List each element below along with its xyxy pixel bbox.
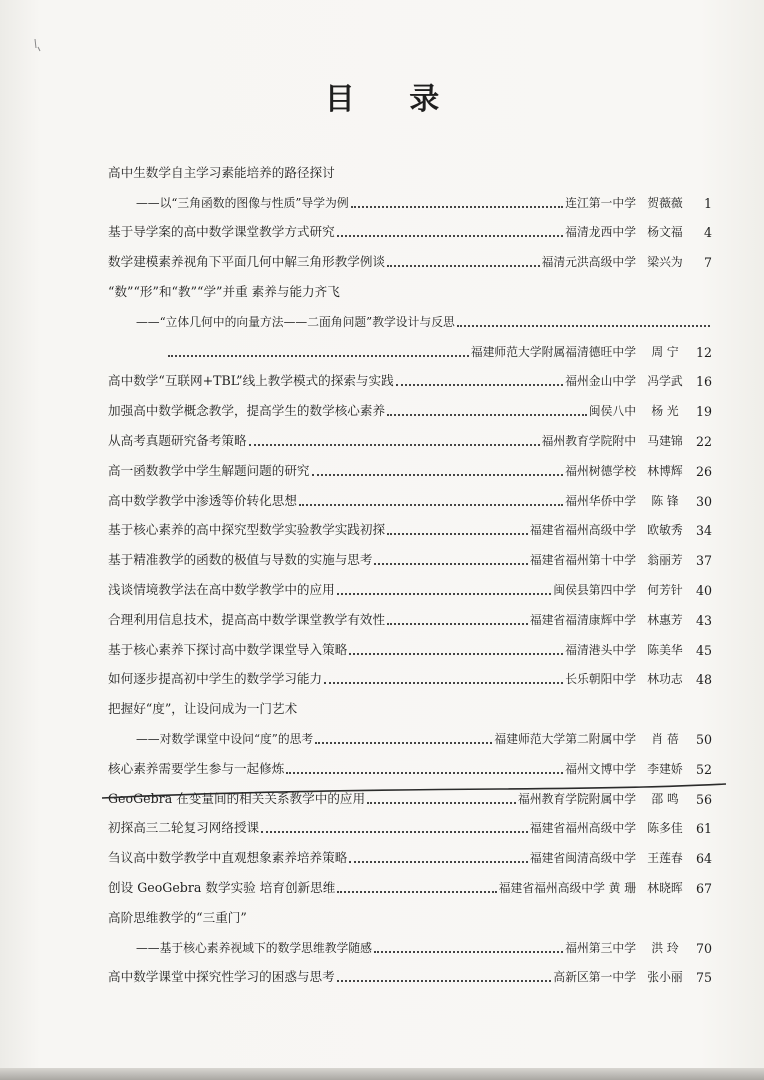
toc-entry-author: 杨文福 <box>647 225 683 240</box>
toc-entry-page: 45 <box>695 642 712 658</box>
toc-entry <box>108 538 712 568</box>
toc-entry-institution: 福建省闽清高级中学 <box>529 851 636 866</box>
toc-entry-title: 创设 GeoGebra 数学实验 培育创新思维 <box>108 879 336 895</box>
toc-entry <box>108 419 712 449</box>
toc-entry <box>108 717 712 747</box>
toc-entry-page: 52 <box>695 761 712 777</box>
toc-entry-institution: 高新区第一中学 <box>553 970 636 985</box>
toc-entry-title: 高中生数学自主学习素能培养的路径探讨 <box>108 164 335 180</box>
toc-entry-institution: 福建省福州高级中学 <box>529 821 636 836</box>
toc-leader-dots <box>349 652 563 655</box>
toc-entry-title: 高一函数教学中学生解题问题的研究 <box>108 462 310 478</box>
toc-entry <box>108 211 712 241</box>
toc-entry <box>108 479 712 509</box>
toc-entry-title: 基于导学案的高中数学课堂教学方式研究 <box>108 224 335 240</box>
toc-entry <box>108 151 712 181</box>
toc-leader-dots <box>315 741 492 744</box>
toc-entry-author: 张小丽 <box>647 970 683 985</box>
toc-entry-title: 基于核心素养下探讨高中数学课堂导入策略 <box>108 641 348 657</box>
toc-leader-dots <box>374 950 563 953</box>
toc-entry-title: 高中数学教学中渗透等价转化思想 <box>108 492 297 508</box>
toc-entry <box>108 181 712 211</box>
toc-entry <box>108 687 712 717</box>
toc-entry-page: 48 <box>695 672 712 688</box>
toc-entry-title: 把握好“度”，让设问成为一门艺术 <box>108 701 298 717</box>
toc-entry <box>108 240 712 270</box>
toc-entry-author: 王莲春 <box>647 851 683 866</box>
toc-leader-dots <box>396 383 563 386</box>
toc-entry-institution: 福清元洪高级中学 <box>541 255 636 270</box>
toc-entry-author: 欧敏秀 <box>647 523 683 538</box>
toc-entry-institution: 福建省福州第十中学 <box>529 553 636 568</box>
toc-leader-dots <box>367 801 516 804</box>
toc-entry <box>108 866 712 896</box>
toc-entry-author: 李建娇 <box>647 761 683 776</box>
toc-leader-dots <box>387 413 587 416</box>
toc-entry-institution: 福清港头中学 <box>565 642 636 657</box>
toc-leader-dots <box>324 681 563 684</box>
toc-entry-institution: 福州华侨中学 <box>565 493 636 508</box>
toc-entry <box>108 270 712 300</box>
toc-entry-title: 如何逐步提高初中学生的数学学习能力 <box>108 671 323 687</box>
toc-entry-title: 高阶思维教学的“三重门” <box>108 909 247 925</box>
toc-entry-author: 林晓晖 <box>647 880 683 895</box>
margin-mark <box>32 38 42 52</box>
toc-entry <box>108 568 712 598</box>
toc-entry-title: 合理利用信息技术，提高高中数学课堂教学有效性 <box>108 611 386 627</box>
toc-entry-author: 陈 锋 <box>651 493 679 508</box>
toc-leader-dots <box>457 324 710 327</box>
toc-entry-page: 22 <box>695 433 712 449</box>
toc-leader-dots <box>286 771 563 774</box>
toc-entry-institution: 连江第一中学 <box>565 195 636 210</box>
toc-entry-institution: 福建省福州高级中学 <box>529 523 636 538</box>
toc-entry-page: 70 <box>695 940 712 956</box>
toc-entry-institution: 福州金山中学 <box>565 374 636 389</box>
table-of-contents <box>108 151 712 985</box>
toc-entry-title: 基于核心素养的高中探究型数学实验教学实践初探 <box>108 522 386 538</box>
toc-entry-institution: 福州文博中学 <box>565 761 636 776</box>
toc-entry-author: 梁兴为 <box>647 255 683 270</box>
toc-entry-title: 加强高中数学概念教学，提高学生的数学核心素养 <box>108 403 386 419</box>
toc-entry-title: “数”“形”和“教”“学”并重 素养与能力齐飞 <box>108 283 340 299</box>
toc-entry-page: 40 <box>695 582 712 598</box>
toc-entry-title: 从高考真题研究备考策略 <box>108 432 247 448</box>
toc-entry <box>108 747 712 777</box>
toc-leader-dots <box>374 562 527 565</box>
toc-leader-dots <box>261 830 528 833</box>
toc-entry-institution: 长乐朝阳中学 <box>565 672 636 687</box>
toc-entry-title: ——基于核心素养视域下的数学思维教学随感 <box>136 940 372 955</box>
toc-entry-page: 61 <box>695 821 712 837</box>
toc-entry-author: 肖 蓓 <box>651 731 679 746</box>
toc-leader-dots <box>337 890 496 893</box>
toc-entry-title: GeoGebra 在变量间的相关关系教学中的应用 <box>108 790 366 806</box>
toc-entry-author: 何芳针 <box>647 582 683 597</box>
toc-entry <box>108 389 712 419</box>
toc-entry-page: 16 <box>695 374 712 390</box>
toc-entry-title: 高中数学课堂中探究性学习的困惑与思考 <box>108 969 335 985</box>
toc-leader-dots <box>168 354 469 357</box>
toc-leader-dots <box>312 473 564 476</box>
toc-entry-page: 1 <box>703 195 712 211</box>
toc-entry-institution: 福州教育学院附中 <box>541 433 636 448</box>
toc-entry-author: 马建锦 <box>647 433 683 448</box>
toc-entry-page: 50 <box>695 731 712 747</box>
toc-entry-author: 杨 光 <box>651 404 679 419</box>
toc-entry <box>108 807 712 837</box>
toc-entry <box>108 896 712 926</box>
toc-entry-title: 刍议高中数学教学中直观想象素养培养策略 <box>108 850 348 866</box>
page-title: 目 录 <box>324 82 462 117</box>
toc-entry-page: 26 <box>695 463 712 479</box>
toc-entry-institution: 福清龙西中学 <box>565 225 636 240</box>
toc-entry <box>108 598 712 628</box>
toc-entry-title: 初探高三二轮复习网络授课 <box>108 820 260 836</box>
toc-entry-author: 翁丽芳 <box>647 553 683 568</box>
toc-entry-author: 贺薇薇 <box>647 195 683 210</box>
toc-leader-dots <box>249 443 540 446</box>
toc-leader-dots <box>387 532 528 535</box>
toc-entry-title: 浅谈情境教学法在高中数学教学中的应用 <box>108 581 335 597</box>
toc-entry-page: 12 <box>695 344 712 360</box>
toc-entry-page: 19 <box>695 404 712 420</box>
toc-entry-page: 7 <box>703 255 712 271</box>
toc-entry-title: ——以“三角函数的图像与性质”导学为例 <box>136 195 349 210</box>
toc-entry-author: 洪 玲 <box>651 940 679 955</box>
toc-leader-dots <box>299 503 563 506</box>
toc-entry-page: 67 <box>695 880 712 896</box>
toc-entry <box>108 330 712 360</box>
toc-entry-author: 林功志 <box>647 672 683 687</box>
toc-entry <box>108 300 712 330</box>
toc-entry-institution: 福建省福州高级中学 黄 珊 <box>498 880 636 895</box>
toc-entry-author: 周 宁 <box>651 344 679 359</box>
toc-entry-author: 陈美华 <box>647 642 683 657</box>
toc-entry-institution: 福州树德学校 <box>565 463 636 478</box>
toc-leader-dots <box>387 622 528 625</box>
scan-edge <box>0 1068 764 1080</box>
toc-entry-title: 核心素养需要学生参与一起修炼 <box>108 760 285 776</box>
toc-entry-page: 37 <box>695 553 712 569</box>
toc-entry-institution: 福州第三中学 <box>565 940 636 955</box>
toc-entry-institution: 福州教育学院附属中学 <box>518 791 636 806</box>
toc-entry-title: 高中数学“互联网+TBL”线上教学模式的探索与实践 <box>108 373 394 389</box>
toc-entry <box>108 658 712 688</box>
toc-entry <box>108 926 712 956</box>
toc-leader-dots <box>337 234 564 237</box>
toc-entry <box>108 956 712 986</box>
toc-entry-page: 64 <box>695 851 712 867</box>
toc-entry-page: 43 <box>695 612 712 628</box>
toc-leader-dots <box>337 979 552 982</box>
toc-entry-author: 冯学武 <box>647 374 683 389</box>
toc-entry <box>108 777 712 807</box>
toc-entry-page: 34 <box>695 523 712 539</box>
toc-entry-institution: 福建师范大学附属福清德旺中学 <box>470 344 636 359</box>
toc-entry-institution: 闽侯县第四中学 <box>553 582 636 597</box>
toc-entry <box>108 836 712 866</box>
toc-entry-institution: 福建师范大学第二附属中学 <box>494 731 636 746</box>
toc-entry-author: 邵 鸣 <box>651 791 679 806</box>
toc-entry-title: ——“立体几何中的向量方法——二面角问题”教学设计与反思 <box>136 314 455 329</box>
toc-leader-dots <box>387 264 540 267</box>
toc-entry-institution: 闽侯八中 <box>588 404 636 419</box>
toc-entry-page: 4 <box>703 225 712 241</box>
toc-entry-author: 林博辉 <box>647 463 683 478</box>
toc-entry-page: 75 <box>695 970 712 986</box>
toc-leader-dots <box>337 592 552 595</box>
toc-leader-dots <box>351 205 564 208</box>
toc-entry-institution: 福建省福清康辉中学 <box>529 612 636 627</box>
toc-entry-author: 林惠芳 <box>647 612 683 627</box>
toc-entry <box>108 449 712 479</box>
toc-entry <box>108 509 712 539</box>
toc-entry-title: ——对数学课堂中设问“度”的思考 <box>136 731 314 746</box>
toc-entry <box>108 628 712 658</box>
toc-entry-page: 30 <box>695 493 712 509</box>
toc-entry-title: 数学建模素养视角下平面几何中解三角形教学例谈 <box>108 254 386 270</box>
toc-entry-title: 基于精准教学的函数的极值与导数的实施与思考 <box>108 552 373 568</box>
toc-entry <box>108 360 712 390</box>
toc-leader-dots <box>349 860 528 863</box>
toc-entry-page: 56 <box>695 791 712 807</box>
toc-entry-author: 陈多佳 <box>647 821 683 836</box>
